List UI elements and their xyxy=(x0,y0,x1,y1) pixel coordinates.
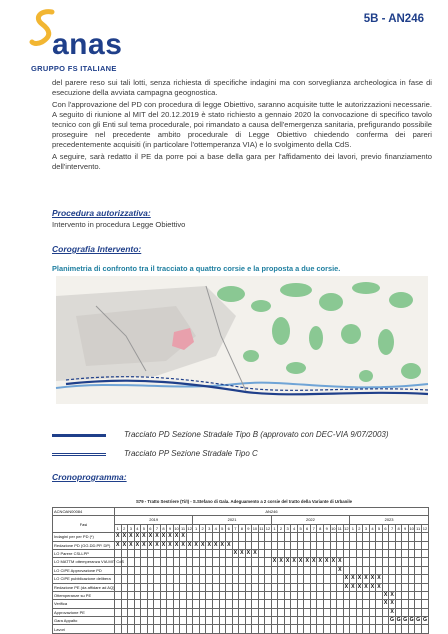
gantt-activity-name: LO CIPE Approvazione PD xyxy=(53,566,115,574)
gantt-cell: X xyxy=(351,575,355,582)
gantt-month: 4 xyxy=(369,524,376,532)
gantt-cell: X xyxy=(142,541,146,548)
gantt-cell: X xyxy=(129,533,133,540)
gantt-month: 6 xyxy=(382,524,389,532)
gantt-month: 9 xyxy=(324,524,331,532)
gantt-row xyxy=(53,533,429,541)
legend-line-solid xyxy=(52,434,106,437)
legend-label: Tracciato PP Sezione Stradale Tipo C xyxy=(124,449,258,458)
gantt-row xyxy=(53,591,429,599)
gantt-month: 8 xyxy=(395,524,402,532)
gantt-year: 2019 xyxy=(115,516,193,524)
gantt-cell xyxy=(421,549,428,557)
gantt-cell: X xyxy=(311,558,316,565)
gantt-cell: X xyxy=(325,558,329,565)
gantt-activity-name: Approvazione PE xyxy=(53,608,115,616)
gantt-month: 8 xyxy=(239,524,246,532)
cronoprogramma-heading: Cronoprogramma: xyxy=(52,472,127,482)
gantt-cell: X xyxy=(305,558,309,565)
gantt-cell xyxy=(421,541,428,549)
anas-logo xyxy=(30,8,150,73)
gantt-cell: X xyxy=(168,533,172,540)
gantt-cell: X xyxy=(318,558,322,565)
gantt-month: 9 xyxy=(402,524,409,532)
gantt-activity-name: Verifica xyxy=(53,600,115,608)
gantt-cell xyxy=(421,575,428,583)
brand-subtitle: GRUPPO FS ITALIANE xyxy=(31,64,117,73)
route-map xyxy=(56,276,428,404)
gantt-row xyxy=(53,625,429,633)
gantt-cell: X xyxy=(116,541,120,548)
paragraph: Con l'approvazione del PD con procedura di legge Obiettivo, saranno acquisite tutte le autorizzazioni necessarie. A seguito di riunione al MIT del 20.12.2019 è stato richiesto a gennaio 2020 la convocazione di specifico tavolo tecnico con gli Enti sul tema procedurale, poi rimandato a causa dell'emergenza sanitaria, prefigurando possibile proseguire nel precedente ambito procedurale di Legge Obiettivo chiedendo conferma dei pareri precedentemente acquisiti (in particolare l'ottemperanza VIA) e lo svolgimento della CdS. xyxy=(52,100,432,149)
gantt-row xyxy=(53,583,429,591)
gantt-month: 7 xyxy=(310,524,317,532)
gantt-month: 3 xyxy=(128,524,135,532)
gantt-month: 8 xyxy=(160,524,167,532)
gantt-cell: X xyxy=(135,541,140,548)
gantt-cell: X xyxy=(344,583,349,590)
gantt-code-value: AN246 xyxy=(115,508,429,516)
gantt-cell: X xyxy=(122,541,127,548)
gantt-cell: X xyxy=(155,533,159,540)
gantt-cell: X xyxy=(383,600,388,607)
gantt-cell: X xyxy=(122,533,127,540)
gantt-cell: X xyxy=(338,566,342,573)
gantt-fasi-label: Fasi xyxy=(53,516,115,533)
paragraph: A seguire, sarà redatto il PE da porre poi a base della gara per l'affidamento dei lavori, previo finanziamento dell'intervento. xyxy=(52,152,432,171)
gantt-cell: X xyxy=(161,533,166,540)
gantt-cell: X xyxy=(344,575,349,582)
gantt-month: 11 xyxy=(181,525,186,531)
gantt-activity-name: LO Parere CSLLPP xyxy=(53,549,115,557)
gantt-month: 11 xyxy=(416,525,421,531)
paragraph: del parere reso sui tali lotti, senza richiesta di specifiche indagini ma con sorveglianza archeologica in fase di esecuzione della avviata campagna geognostica. xyxy=(52,78,432,97)
gantt-month: 3 xyxy=(284,524,291,532)
gantt-cell: X xyxy=(364,583,368,590)
gantt-cell: G xyxy=(409,617,414,624)
gantt-month: 2 xyxy=(121,524,128,532)
corografia-heading: Corografia Intervento: xyxy=(52,244,142,254)
gantt-year: 2021 xyxy=(193,516,271,524)
gantt-month: 12 xyxy=(344,525,349,531)
gantt-cell: X xyxy=(116,533,120,540)
gantt-cell: G xyxy=(422,617,427,624)
gantt-cell: X xyxy=(390,600,394,607)
gantt-cell: X xyxy=(377,575,381,582)
gantt-cell: X xyxy=(240,550,244,557)
gantt-cell: G xyxy=(396,617,401,624)
gantt-month: 4 xyxy=(291,524,298,532)
gantt-cell: X xyxy=(377,583,381,590)
gantt-cell: X xyxy=(390,592,394,598)
gantt-cell: X xyxy=(338,558,342,565)
gantt-month: 4 xyxy=(212,524,219,532)
gantt-cell: X xyxy=(253,550,257,557)
brand-name: anas xyxy=(52,28,123,61)
gantt-cell: X xyxy=(148,541,153,548)
gantt-cell: X xyxy=(168,541,172,548)
gantt-cell: G xyxy=(416,617,421,624)
gantt-month: 11 xyxy=(259,525,264,531)
gantt-cell xyxy=(421,583,428,591)
gantt-month: 12 xyxy=(187,525,192,531)
gantt-month: 3 xyxy=(206,524,213,532)
gantt-row xyxy=(53,566,429,574)
gantt-month: 2 xyxy=(356,524,363,532)
gantt-activity-name: LO CIPE pubblicazione delibera xyxy=(53,575,115,583)
gantt-month: 10 xyxy=(252,525,258,531)
gantt-cell: X xyxy=(207,541,211,548)
gantt-cell: X xyxy=(194,541,198,548)
gantt-cell: X xyxy=(187,541,192,548)
gantt-month: 5 xyxy=(141,524,148,532)
gantt-month: 5 xyxy=(297,524,304,532)
gantt-cell: X xyxy=(233,550,238,557)
gantt-month: 7 xyxy=(232,524,239,532)
gantt-cell xyxy=(421,591,428,599)
gantt-row xyxy=(53,558,429,566)
gantt-cell: X xyxy=(174,541,179,548)
legend-line-double xyxy=(52,453,106,454)
gantt-cell: X xyxy=(220,541,224,548)
gantt-cell: X xyxy=(279,558,283,565)
gantt-month: 2 xyxy=(199,524,206,532)
gantt-month: 10 xyxy=(409,525,414,531)
gantt-month: 2 xyxy=(278,524,285,532)
gantt-month: 9 xyxy=(245,524,252,532)
gantt-cell: X xyxy=(298,558,303,565)
gantt-row xyxy=(53,575,429,583)
gantt-month: 7 xyxy=(389,524,396,532)
gantt-cell: X xyxy=(364,575,368,582)
gantt-cell: X xyxy=(135,533,140,540)
gantt-cell: X xyxy=(181,541,185,548)
gantt-cell: X xyxy=(161,541,166,548)
gantt-month: 1 xyxy=(350,524,357,532)
gantt-month: 5 xyxy=(219,524,226,532)
gantt-cell: X xyxy=(200,541,205,548)
gantt-cell: X xyxy=(142,533,146,540)
gantt-month: 1 xyxy=(193,524,200,532)
gantt-cell: X xyxy=(181,533,185,540)
body-text xyxy=(52,78,432,174)
gantt-year: 2023 xyxy=(350,516,429,524)
gantt-month: 10 xyxy=(174,525,179,531)
gantt-cell: X xyxy=(357,575,362,582)
gantt-activity-name: Indagini per per PD (*) xyxy=(53,533,115,541)
document-id: 5B - AN246 xyxy=(363,13,424,25)
gantt-cell: X xyxy=(148,533,153,540)
gantt-cell: X xyxy=(292,558,296,565)
procedura-heading: Procedura autorizzativa: xyxy=(52,208,151,218)
gantt-row xyxy=(53,600,429,608)
gantt-activity-name: Lavori xyxy=(53,625,115,633)
map-caption: Planimetria di confronto tra il tracciato a quattro corsie e la proposta a due corsie. xyxy=(52,264,341,273)
gantt-cell: X xyxy=(285,558,290,565)
gantt-month: 12 xyxy=(422,525,428,531)
gantt-cell: X xyxy=(357,583,362,590)
gantt-title: S79 - Tratto Sestriere (Ti/I) - S.Stefano di Gala. Adeguamento a 2 corsie del tratto della Variante di Urbanile xyxy=(135,499,353,504)
gantt-cell xyxy=(421,608,428,616)
gantt-activity-name: Gara Appalto xyxy=(53,617,115,625)
legend-label: Tracciato PD Sezione Stradale Tipo B (approvato con DEC-VIA 9/07/2003) xyxy=(124,430,389,439)
gantt-month: 6 xyxy=(147,524,154,532)
gantt-month: 4 xyxy=(134,524,141,532)
gantt-cell: X xyxy=(174,533,179,540)
gantt-month: 1 xyxy=(115,524,122,532)
gantt-row xyxy=(53,541,429,549)
gantt-activity-name: LO MATTM ottemperanza VIA MIT CdS xyxy=(54,559,125,565)
gantt-cell: X xyxy=(129,541,133,548)
gantt-row xyxy=(53,608,429,616)
gantt-month: 11 xyxy=(337,525,342,531)
gantt-activity-name: Ottemperanze su PE xyxy=(53,591,115,599)
gantt-month: 8 xyxy=(317,524,324,532)
gantt-cell: G xyxy=(403,617,408,624)
gantt-cell: X xyxy=(155,541,159,548)
gantt-activity-name: Redazione PD (GG.DD.PP. DP) xyxy=(53,541,115,549)
gantt-cell xyxy=(421,558,428,566)
gantt-cell: X xyxy=(370,575,375,582)
gantt-row xyxy=(53,617,429,625)
gantt-month: 1 xyxy=(271,524,278,532)
gantt-cell xyxy=(421,566,428,574)
gantt-month: 7 xyxy=(154,524,161,532)
gantt-cell xyxy=(421,600,428,608)
gantt-year: 2022 xyxy=(271,516,349,524)
gantt-activity-name: Redazione PE (da affidare ad AQ) xyxy=(54,584,115,590)
gantt-cell xyxy=(421,625,428,633)
gantt-table xyxy=(52,507,429,634)
gantt-month: 6 xyxy=(304,524,311,532)
gantt-month: 5 xyxy=(376,524,383,532)
gantt-code-label: ACNOAN00084 xyxy=(53,508,115,516)
gantt-cell: X xyxy=(331,558,336,565)
gantt-cell: X xyxy=(351,583,355,590)
procedura-text: Intervento in procedura Legge Obiettivo xyxy=(52,220,186,229)
gantt-cell: X xyxy=(370,583,375,590)
gantt-cell: X xyxy=(246,550,251,557)
gantt-month: 12 xyxy=(265,525,271,531)
gantt-month: 10 xyxy=(331,525,336,531)
gantt-row xyxy=(53,549,429,557)
gantt-cell: X xyxy=(227,541,231,548)
gantt-month: 3 xyxy=(363,524,370,532)
gantt-cell xyxy=(421,533,428,541)
gantt-cell: X xyxy=(390,608,394,615)
gantt-month: 6 xyxy=(226,524,233,532)
gantt-cell: X xyxy=(214,541,218,548)
gantt-month: 9 xyxy=(167,524,174,532)
gantt-cell: X xyxy=(383,592,388,598)
gantt-cell: X xyxy=(272,558,277,565)
gantt-cell: G xyxy=(390,617,395,624)
